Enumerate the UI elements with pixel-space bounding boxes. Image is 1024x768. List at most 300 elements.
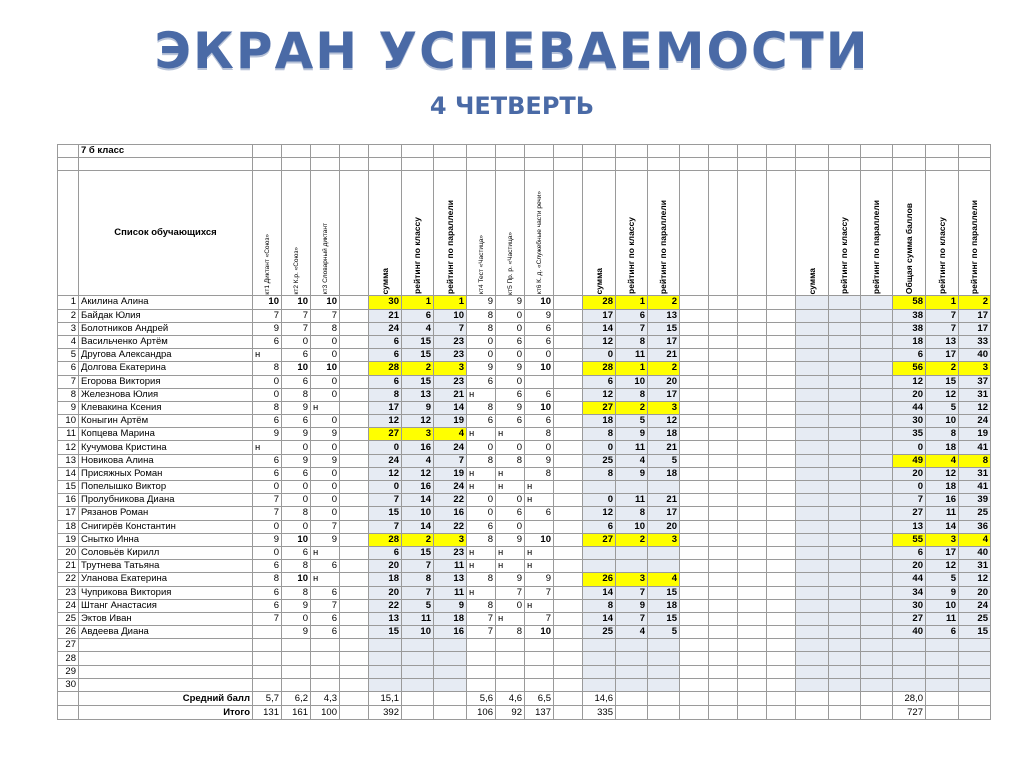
student-name: Пролубникова Диана xyxy=(79,494,253,507)
empty-cell xyxy=(738,309,767,322)
cell-a: 0 xyxy=(253,481,282,494)
empty-cell xyxy=(796,639,829,652)
total-row xyxy=(58,706,991,720)
cell-rc3 xyxy=(829,533,861,546)
empty-cell xyxy=(709,678,738,691)
empty-cell xyxy=(680,158,709,171)
cell-pt: 24 xyxy=(959,599,991,612)
cell-rc3 xyxy=(829,573,861,586)
cell-pt: 36 xyxy=(959,520,991,533)
cell-c: 9 xyxy=(311,428,340,441)
cell-d: 6 xyxy=(467,415,496,428)
cell-f: 6 xyxy=(525,335,554,348)
empty-cell xyxy=(554,626,583,639)
cell-a: 7 xyxy=(253,612,282,625)
col-header-rp2 xyxy=(648,171,680,296)
cell-pt: 31 xyxy=(959,467,991,480)
cell-sum3 xyxy=(796,415,829,428)
cell-s2: 28 xyxy=(583,296,616,309)
empty-cell xyxy=(554,454,583,467)
cell-rp3 xyxy=(861,362,893,375)
cell-r: 5 xyxy=(402,599,434,612)
cell-s: 6 xyxy=(369,546,402,559)
empty-cell xyxy=(738,665,767,678)
col-header-label: кт5 Пр. р. «Частица» xyxy=(506,231,514,295)
table-row xyxy=(58,573,991,586)
cell-a: 9 xyxy=(253,533,282,546)
cell-p2: 21 xyxy=(648,349,680,362)
row-number: 17 xyxy=(58,507,79,520)
cell-a: 8 xyxy=(253,401,282,414)
cell-rt: 11 xyxy=(926,507,959,520)
list-header: Список обучающихся xyxy=(79,171,253,296)
cell-s2 xyxy=(583,481,616,494)
cell-e: 9 xyxy=(496,573,525,586)
grades-table xyxy=(57,144,991,720)
row-number: 29 xyxy=(58,665,79,678)
empty-cell xyxy=(648,706,680,720)
cell-r2: 10 xyxy=(616,520,648,533)
row-number: 3 xyxy=(58,322,79,335)
cell-p2: 17 xyxy=(648,335,680,348)
cell-p: 3 xyxy=(434,533,467,546)
empty-cell xyxy=(79,158,253,171)
cell-p2: 13 xyxy=(648,309,680,322)
cell-p2: 3 xyxy=(648,533,680,546)
col-header-rc3 xyxy=(829,171,861,296)
total-row-label: Итого xyxy=(79,706,253,720)
cell-t: 13 xyxy=(893,520,926,533)
cell-sum3 xyxy=(796,362,829,375)
cell-c: 10 xyxy=(311,296,340,309)
cell-b: 8 xyxy=(282,507,311,520)
empty-cell xyxy=(402,678,434,691)
empty-cell xyxy=(767,335,796,348)
cell-d: 8 xyxy=(467,322,496,335)
cell-s: 15 xyxy=(369,626,402,639)
table-row xyxy=(58,296,991,309)
empty-cell xyxy=(709,415,738,428)
cell-s: 0 xyxy=(369,481,402,494)
cell-f: н xyxy=(525,494,554,507)
empty-cell xyxy=(554,401,583,414)
cell-d: н xyxy=(467,467,496,480)
student-name: Снытко Инна xyxy=(79,533,253,546)
cell-rp3 xyxy=(861,586,893,599)
col-header-kt4 xyxy=(467,171,496,296)
empty-cell xyxy=(709,401,738,414)
student-name: Копцева Марина xyxy=(79,428,253,441)
cell-r: 9 xyxy=(402,401,434,414)
empty-cell xyxy=(738,652,767,665)
cell-rp3 xyxy=(861,454,893,467)
cell-pt: 33 xyxy=(959,335,991,348)
table-row xyxy=(58,665,991,678)
student-name: Васильченко Артём xyxy=(79,335,253,348)
empty-cell xyxy=(926,692,959,706)
cell-s: 12 xyxy=(369,467,402,480)
cell-f: 10 xyxy=(525,401,554,414)
cell-r: 15 xyxy=(402,349,434,362)
row-number: 18 xyxy=(58,520,79,533)
cell-f: н xyxy=(525,560,554,573)
col-header-label: сумма xyxy=(379,267,390,295)
empty-cell xyxy=(369,652,402,665)
empty-cell xyxy=(861,692,893,706)
cell-b: 7 xyxy=(282,322,311,335)
empty-cell xyxy=(340,706,369,720)
cell-r2: 4 xyxy=(616,454,648,467)
empty-cell xyxy=(767,309,796,322)
cell-rt: 16 xyxy=(926,494,959,507)
cell-s2: 14 xyxy=(583,322,616,335)
empty-cell xyxy=(738,678,767,691)
empty-cell xyxy=(709,296,738,309)
cell-rp3 xyxy=(861,415,893,428)
cell-rt: 10 xyxy=(926,415,959,428)
cell-f: 6 xyxy=(525,415,554,428)
empty-cell xyxy=(926,678,959,691)
col-header-label: Общая сумма баллов xyxy=(903,203,914,295)
empty-cell xyxy=(311,678,340,691)
cell-e: 9 xyxy=(496,533,525,546)
cell-s: 18 xyxy=(369,573,402,586)
empty-cell xyxy=(340,665,369,678)
cell-b: 0 xyxy=(282,520,311,533)
row-number: 25 xyxy=(58,612,79,625)
student-name: Акилина Алина xyxy=(79,296,253,309)
cell-b: 8 xyxy=(282,388,311,401)
empty-cell xyxy=(340,481,369,494)
cell-rc3 xyxy=(829,335,861,348)
cell-e: н xyxy=(496,560,525,573)
row-number: 23 xyxy=(58,586,79,599)
empty-cell xyxy=(767,586,796,599)
empty-cell xyxy=(926,639,959,652)
cell-p2: 15 xyxy=(648,322,680,335)
cell-d: 0 xyxy=(467,494,496,507)
cell-rc3 xyxy=(829,296,861,309)
cell-p2: 15 xyxy=(648,612,680,625)
cell-e: 8 xyxy=(496,454,525,467)
row-number: 30 xyxy=(58,678,79,691)
cell-rc3 xyxy=(829,401,861,414)
cell-f: 10 xyxy=(525,296,554,309)
empty-cell xyxy=(79,652,253,665)
cell-c: 9 xyxy=(311,454,340,467)
cell-a xyxy=(253,626,282,639)
col-header-label: рейтинг по классу xyxy=(412,217,422,295)
cell-r: 15 xyxy=(402,375,434,388)
cell-rc3 xyxy=(829,612,861,625)
cell-c: 6 xyxy=(311,626,340,639)
empty-cell xyxy=(340,494,369,507)
table-row xyxy=(58,362,991,375)
cell-c: 9 xyxy=(311,533,340,546)
empty-cell xyxy=(434,652,467,665)
empty-cell xyxy=(554,441,583,454)
empty-cell xyxy=(959,158,991,171)
empty-cell xyxy=(738,692,767,706)
empty-cell xyxy=(709,467,738,480)
empty-cell xyxy=(926,706,959,720)
cell-r2 xyxy=(616,546,648,559)
cell-a: 6 xyxy=(253,415,282,428)
col-header-label: рейтинг по классу xyxy=(839,217,849,295)
cell-t: 27 xyxy=(893,507,926,520)
student-name: Байдак Юлия xyxy=(79,309,253,322)
cell-e: 0 xyxy=(496,441,525,454)
empty-cell xyxy=(496,145,525,158)
cell-rp3 xyxy=(861,560,893,573)
empty-cell xyxy=(340,520,369,533)
cell-t: 20 xyxy=(893,560,926,573)
cell-s: 6 xyxy=(369,349,402,362)
cell-rc3 xyxy=(829,560,861,573)
empty-cell xyxy=(434,639,467,652)
empty-cell xyxy=(496,158,525,171)
empty-cell xyxy=(709,309,738,322)
empty-cell xyxy=(709,494,738,507)
empty-cell xyxy=(767,375,796,388)
cell-s: 7 xyxy=(369,494,402,507)
empty-cell xyxy=(340,322,369,335)
cell-f: 9 xyxy=(525,454,554,467)
cell-d: 5,6 xyxy=(467,692,496,706)
empty-cell xyxy=(680,586,709,599)
cell-p2: 18 xyxy=(648,599,680,612)
empty-cell xyxy=(583,665,616,678)
cell-p: 24 xyxy=(434,481,467,494)
cell-rp3 xyxy=(861,349,893,362)
empty-cell xyxy=(340,401,369,414)
empty-cell xyxy=(829,678,861,691)
cell-e: 6 xyxy=(496,415,525,428)
cell-r: 4 xyxy=(402,454,434,467)
cell-s2: 25 xyxy=(583,626,616,639)
cell-f: н xyxy=(525,599,554,612)
cell-s2 xyxy=(583,560,616,573)
cell-d: н xyxy=(467,388,496,401)
cell-rp3 xyxy=(861,375,893,388)
row-number: 19 xyxy=(58,533,79,546)
cell-t: 6 xyxy=(893,546,926,559)
cell-rc3 xyxy=(829,309,861,322)
cell-p2: 3 xyxy=(648,401,680,414)
cell-rp3 xyxy=(861,612,893,625)
col-header-label: кт6 К. д. «Служебные части речи» xyxy=(535,191,543,295)
empty-cell xyxy=(340,454,369,467)
empty-cell xyxy=(709,507,738,520)
col-header-rct xyxy=(926,171,959,296)
cell-s: 8 xyxy=(369,388,402,401)
cell-d: н xyxy=(467,481,496,494)
row-number: 20 xyxy=(58,546,79,559)
cell-s2: 27 xyxy=(583,401,616,414)
empty-cell xyxy=(680,560,709,573)
col-header-kt1 xyxy=(253,171,282,296)
empty-cell xyxy=(738,467,767,480)
cell-sum3 xyxy=(796,546,829,559)
empty-cell xyxy=(893,665,926,678)
empty-cell xyxy=(680,415,709,428)
cell-c: 0 xyxy=(311,494,340,507)
cell-a: н xyxy=(253,441,282,454)
empty-cell xyxy=(767,171,796,296)
student-name: Штанг Анастасия xyxy=(79,599,253,612)
row-number: 2 xyxy=(58,309,79,322)
empty-cell xyxy=(434,158,467,171)
cell-a: 9 xyxy=(253,322,282,335)
cell-c: 0 xyxy=(311,335,340,348)
average-row-label: Средний балл xyxy=(79,692,253,706)
empty-cell xyxy=(829,665,861,678)
cell-p2: 18 xyxy=(648,428,680,441)
empty-cell xyxy=(680,533,709,546)
cell-f: 0 xyxy=(525,349,554,362)
table-row xyxy=(58,322,991,335)
cell-rp3 xyxy=(861,573,893,586)
cell-e: 6 xyxy=(496,335,525,348)
cell-rt: 11 xyxy=(926,612,959,625)
cell-s2: 28 xyxy=(583,362,616,375)
empty-cell xyxy=(616,158,648,171)
empty-cell xyxy=(340,349,369,362)
empty-cell xyxy=(767,678,796,691)
cell-rp3 xyxy=(861,533,893,546)
cell-p: 3 xyxy=(434,362,467,375)
empty-cell xyxy=(738,171,767,296)
empty-cell xyxy=(680,546,709,559)
cell-s: 12 xyxy=(369,415,402,428)
cell-b: 10 xyxy=(282,533,311,546)
empty-cell xyxy=(554,309,583,322)
empty-cell xyxy=(311,665,340,678)
empty-cell xyxy=(282,158,311,171)
empty-cell xyxy=(738,533,767,546)
cell-p: 11 xyxy=(434,586,467,599)
cell-d: н xyxy=(467,546,496,559)
cell-b: 9 xyxy=(282,401,311,414)
empty-cell xyxy=(554,296,583,309)
col-header-label: рейтинг по классу xyxy=(936,217,947,295)
cell-p: 23 xyxy=(434,349,467,362)
empty-cell xyxy=(767,158,796,171)
cell-s2: 12 xyxy=(583,388,616,401)
cell-a: 6 xyxy=(253,335,282,348)
empty-cell xyxy=(340,296,369,309)
cell-rp3 xyxy=(861,441,893,454)
cell-sum3 xyxy=(796,573,829,586)
cell-c: н xyxy=(311,401,340,414)
empty-cell xyxy=(554,652,583,665)
empty-cell xyxy=(709,322,738,335)
cell-e: 6 xyxy=(496,388,525,401)
cell-s: 13 xyxy=(369,612,402,625)
empty-cell xyxy=(738,428,767,441)
empty-cell xyxy=(340,546,369,559)
empty-cell xyxy=(738,145,767,158)
cell-sum3 xyxy=(796,533,829,546)
empty-cell xyxy=(340,158,369,171)
empty-cell xyxy=(767,322,796,335)
cell-r2: 8 xyxy=(616,335,648,348)
cell-f: 8 xyxy=(525,428,554,441)
empty-cell xyxy=(554,145,583,158)
cell-r2: 3 xyxy=(616,573,648,586)
empty-cell xyxy=(554,322,583,335)
cell-sum3 xyxy=(796,507,829,520)
cell-a: 131 xyxy=(253,706,282,720)
cell-rt: 7 xyxy=(926,322,959,335)
empty-cell xyxy=(369,158,402,171)
empty-cell xyxy=(926,158,959,171)
empty-cell xyxy=(369,678,402,691)
empty-cell xyxy=(282,639,311,652)
cell-pt: 37 xyxy=(959,375,991,388)
cell-t: 30 xyxy=(893,415,926,428)
cell-r: 16 xyxy=(402,481,434,494)
cell-r: 8 xyxy=(402,573,434,586)
cell-r2: 2 xyxy=(616,533,648,546)
empty-cell xyxy=(680,639,709,652)
cell-s2: 14,6 xyxy=(583,692,616,706)
empty-cell xyxy=(959,678,991,691)
cell-rt: 14 xyxy=(926,520,959,533)
cell-rt: 7 xyxy=(926,309,959,322)
empty-cell xyxy=(738,612,767,625)
cell-b: 0 xyxy=(282,441,311,454)
cell-sum3 xyxy=(796,520,829,533)
empty-cell xyxy=(467,158,496,171)
empty-cell xyxy=(554,349,583,362)
empty-cell xyxy=(525,678,554,691)
row-number: 6 xyxy=(58,362,79,375)
cell-t: 27 xyxy=(893,612,926,625)
cell-r2: 4 xyxy=(616,626,648,639)
cell-t: 55 xyxy=(893,533,926,546)
empty-cell xyxy=(680,692,709,706)
cell-b: 0 xyxy=(282,481,311,494)
cell-b: 9 xyxy=(282,626,311,639)
cell-d: 106 xyxy=(467,706,496,720)
cell-p: 4 xyxy=(434,428,467,441)
cell-a: 0 xyxy=(253,375,282,388)
cell-s2: 6 xyxy=(583,375,616,388)
empty-cell xyxy=(738,335,767,348)
table-row xyxy=(58,467,991,480)
empty-cell xyxy=(648,692,680,706)
empty-cell xyxy=(680,375,709,388)
empty-cell xyxy=(767,665,796,678)
cell-d: 8 xyxy=(467,573,496,586)
empty-cell xyxy=(796,692,829,706)
cell-rt: 12 xyxy=(926,467,959,480)
cell-c: 0 xyxy=(311,415,340,428)
cell-pt: 41 xyxy=(959,481,991,494)
table-row xyxy=(58,428,991,441)
empty-cell xyxy=(738,560,767,573)
table-row xyxy=(58,494,991,507)
empty-cell xyxy=(340,309,369,322)
cell-a: 0 xyxy=(253,388,282,401)
empty-cell xyxy=(434,706,467,720)
cell-a: 7 xyxy=(253,494,282,507)
cell-r2: 9 xyxy=(616,428,648,441)
row-number: 16 xyxy=(58,494,79,507)
cell-d: 8 xyxy=(467,309,496,322)
cell-f: 6 xyxy=(525,388,554,401)
